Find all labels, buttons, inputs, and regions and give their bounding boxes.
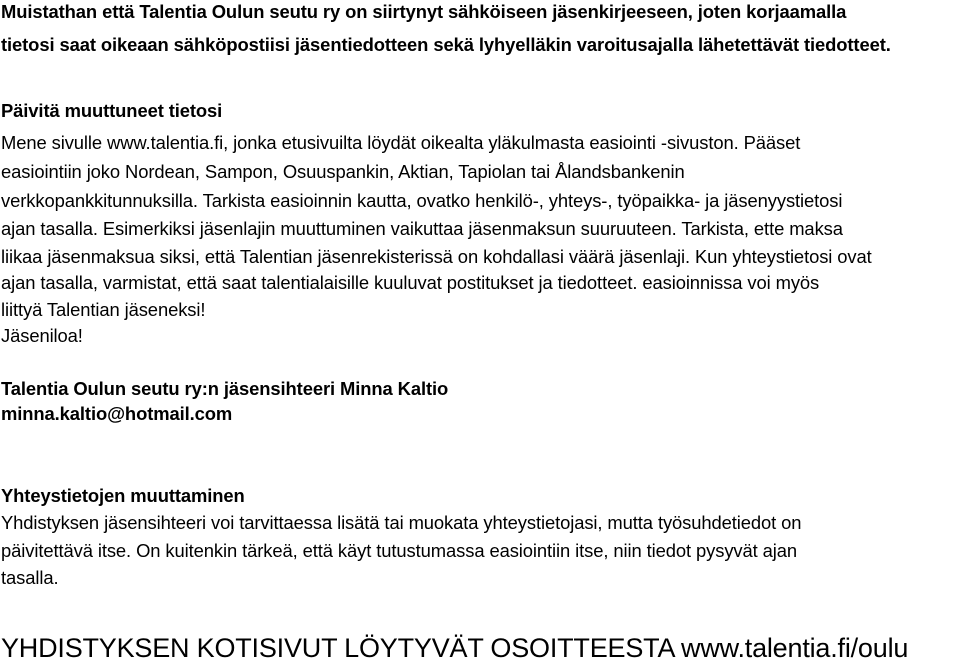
change-line-2: päivitettävä itse. On kuitenkin tärkeä, että käyt tutustumassa easiointiin itse, niin tiedot pysyvät ajan (1, 540, 798, 561)
update-line-1: Mene sivulle www.talentia.fi, jonka etusivuilta löydät oikealta yläkulmasta easiointi -sivuston. Pääset (1, 132, 801, 153)
intro-line-2: tietosi saat oikeaan sähköpostiisi jäsentiedotteen sekä lyhyelläkin varoitusajalla lähetettävät tiedotteet. (1, 34, 891, 55)
update-line-7: liittyä Talentian jäseneksi! (1, 299, 206, 320)
contact-email[interactable]: minna.kaltio@hotmail.com (1, 403, 233, 424)
update-line-5: liikaa jäsenmaksua siksi, että Talentian jäsenrekisterissä on kohdallasi väärä jäsenlaji. Kun yhteystietosi ovat (1, 246, 872, 267)
update-line-4: ajan tasalla. Esimerkiksi jäsenlajin muuttuminen vaikuttaa jäsenmaksun suuruuteen. Tarkista, ette maksa (1, 218, 843, 239)
footer-homepage: YHDISTYKSEN KOTISIVUT LÖYTYVÄT OSOITTEESTA www.talentia.fi/oulu (1, 633, 909, 663)
update-line-3: verkkopankkitunnuksilla. Tarkista easioinnin kautta, ovatko henkilö-, yhteys-, työpaikka- ja jäsenyystietosi (1, 190, 843, 211)
update-line-2: easiointiin joko Nordean, Sampon, Osuuspankin, Aktian, Tapiolan tai Ålandsbankenin (1, 161, 685, 182)
update-heading: Päivitä muuttuneet tietosi (1, 100, 223, 121)
intro-line-1: Muistathan että Talentia Oulun seutu ry on siirtynyt sähköiseen jäsenkirjeeseen, joten korjaamalla (1, 1, 847, 22)
update-line-8: Jäseniloa! (1, 325, 83, 346)
change-heading: Yhteystietojen muuttaminen (1, 485, 245, 506)
change-line-1: Yhdistyksen jäsensihteeri voi tarvittaessa lisätä tai muokata yhteystietojasi, mutta työsuhdetiedot on (1, 512, 802, 533)
contact-name: Talentia Oulun seutu ry:n jäsensihteeri Minna Kaltio (1, 378, 449, 399)
change-line-3: tasalla. (1, 567, 59, 588)
update-line-6: ajan tasalla, varmistat, että saat talentialaisille kuuluvat postitukset ja tiedotteet. easioinnissa voi myös (1, 272, 820, 293)
